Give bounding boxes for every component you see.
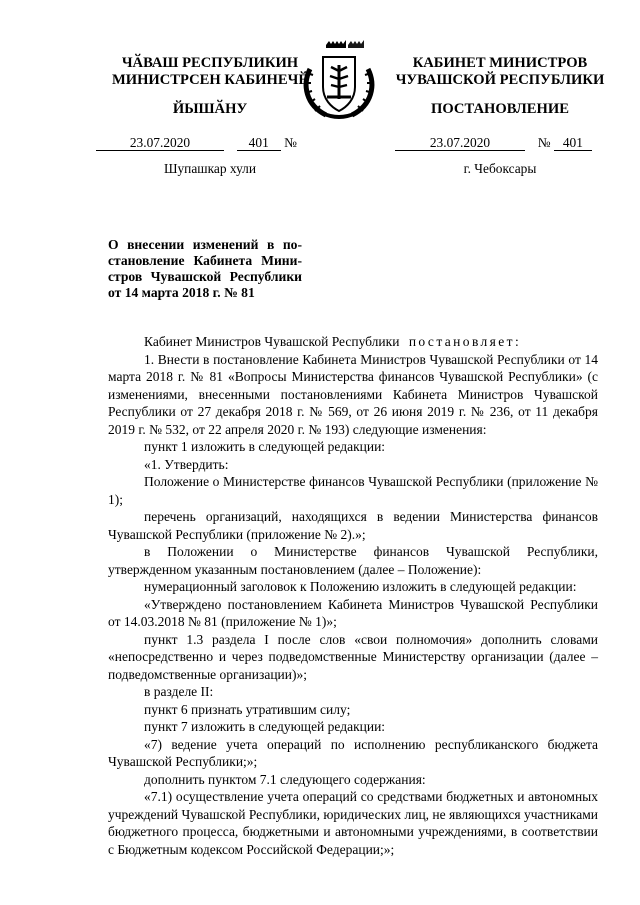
left-date-number-row — [96, 135, 297, 151]
intro-spaced-word: постановляет: — [408, 334, 522, 349]
left-header-line1: ЧӐВАШ РЕСПУБЛИКИН — [121, 55, 299, 71]
left-number: 401 — [237, 135, 281, 151]
body-paragraph: «7) ведение учета операций по исполнению республиканского бюджета Чувашской Республики;»; — [108, 736, 598, 769]
title-line: О внесении изменений в по- — [108, 237, 302, 252]
body-paragraph: «Утверждено постановлением Кабинета Министров Чувашской Республики от 14.03.2018 № 81 (приложение № 1)»; — [108, 596, 598, 629]
left-number-sign: № — [284, 135, 297, 150]
body-paragraph: пункт 7 изложить в следующей редакции: — [144, 719, 386, 734]
document-body — [108, 333, 598, 858]
body-paragraph: дополнить пунктом 7.1 следующего содержания: — [144, 771, 426, 787]
title-line: становление Кабинета Мини- — [108, 253, 302, 268]
left-header-line2: МИНИСТРСЕН КАБИНЕЧӖ — [111, 72, 309, 88]
left-city: Шупашкар хули — [163, 161, 257, 176]
coat-of-arms-emblem — [296, 39, 382, 123]
intro-prefix: Кабинет Министров Чувашской Республики — [144, 334, 400, 349]
body-paragraph: пункт 6 признать утратившим силу; — [144, 701, 351, 717]
right-number: 401 — [554, 135, 592, 151]
right-city: г. Чебоксары — [463, 161, 537, 176]
body-paragraph: Положение о Министерстве финансов Чувашской Республики (приложение № 1); — [108, 474, 598, 507]
title-line: стров Чувашской Республики — [108, 269, 302, 284]
left-doc-type: ЙЫШӐНУ — [172, 101, 248, 117]
body-paragraph: перечень организаций, находящихся в ведении Министерства финансов Чувашской Республики (приложение № 2).»; — [108, 509, 598, 542]
body-paragraph: 1. Внести в постановление Кабинета Министров Чувашской Республики от 14 марта 2018 г. № 81 «Вопросы Министерства финансов Чувашской Республики» (с изменениями, внесенными постановлениями Кабинета Министров Чувашской Республики от 27 декабря 2018 г. № 569, от 26 июня 2019 г. № 236, от 11 декабря 2019 г. № 532, от 22 апреля 2020 г. № 193) следующие изменения: — [108, 351, 598, 437]
left-date: 23.07.2020 — [96, 135, 224, 151]
body-paragraph: «1. Утвердить: — [144, 456, 229, 472]
document-title — [108, 237, 302, 301]
body-paragraph: в Положении о Министерстве финансов Чувашской Республики, утвержденном указанным постановлением (далее – Положение): — [108, 544, 598, 577]
body-paragraph: «7.1) осуществление учета операций со средствами бюджетных и автономных учреждений Чувашской Республики, юридических лиц, не являющихся участниками бюджетного процесса, бюджетными и автономными учреждениями, в соответствии с Бюджетным кодексом Российской Федерации;»; — [108, 789, 598, 857]
right-doc-type: ПОСТАНОВЛЕНИЕ — [431, 101, 569, 117]
title-line: от 14 марта 2018 г. № 81 — [108, 285, 255, 300]
intro-paragraph — [108, 333, 598, 351]
right-date: 23.07.2020 — [395, 135, 525, 151]
emblem-icon — [296, 39, 382, 123]
body-paragraph: пункт 1.3 раздела I после слов «свои полномочия» дополнить словами «непосредственно и через подведомственные Министерству организации (далее – подведомственные организации)»; — [108, 631, 598, 682]
right-number-sign: № — [537, 135, 551, 150]
body-paragraph: нумерационный заголовок к Положению изложить в следующей редакции: — [144, 579, 577, 594]
right-header-line1: КАБИНЕТ МИНИСТРОВ — [412, 55, 588, 71]
right-header-line2: ЧУВАШСКОЙ РЕСПУБЛИКИ — [395, 72, 605, 88]
right-date-number-row — [395, 135, 592, 151]
body-paragraph: в разделе II: — [144, 684, 214, 699]
body-paragraph: пункт 1 изложить в следующей редакции: — [144, 439, 386, 454]
